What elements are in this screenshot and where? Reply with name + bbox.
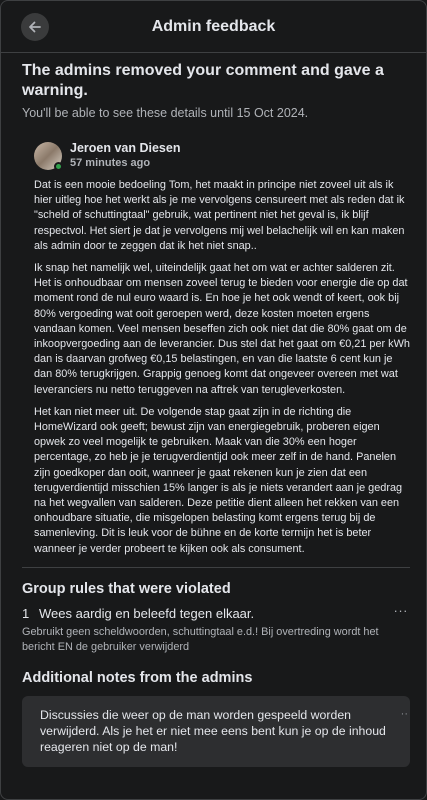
warning-title: The admins removed your comment and gave a warning.: [22, 62, 384, 99]
avatar[interactable]: [34, 142, 62, 170]
warning-subtitle: You'll be able to see these details until 15 Oct 2024.: [22, 106, 309, 120]
rule-description: Gebruikt geen scheldwoorden, schuttingtaal e.d.! Bij overtreding wordt het bericht EN de gebruiker verwijderd: [22, 625, 379, 653]
notes-more-icon[interactable]: ··: [400, 707, 408, 720]
rule-number: 1: [22, 605, 30, 621]
notes-section-title: Additional notes from the admins: [22, 669, 253, 686]
dialog-content: [22, 61, 410, 767]
dialog-header: [1, 1, 426, 53]
comment-author-row: [34, 141, 410, 170]
back-button[interactable]: [21, 13, 49, 41]
rules-section-title: Group rules that were violated: [22, 580, 231, 597]
admin-notes-text: Discussies die weer op de man worden gespeeld worden verwijderd. Als je het er niet mee eens bent kun je op de inhoud reageren niet op de man!: [40, 707, 386, 754]
comment-paragraph: Dat is een mooie bedoeling Tom, het maakt in principe niet zoveel uit als ik hier uitleg hoe het werkt als je me vervolgens censureert met als reden dat ik "scheld of schuttingtaal" gebruik, wat pertinent niet het geval is, ik blijf respectvol. Het siert je dat je vervolgens mij wel belachelijk wil en kan maken als admin door te zeggen dat ik het niet snap..: [34, 179, 405, 252]
author-meta: [70, 141, 180, 170]
admin-notes-section: [22, 670, 410, 767]
rule-name: Wees aardig en beleefd tegen elkaar.: [39, 605, 255, 621]
comment-body: [34, 178, 410, 557]
comment-timestamp[interactable]: 57 minutes ago: [70, 157, 151, 169]
removed-comment: [22, 141, 410, 557]
arrow-left-icon: [28, 20, 42, 34]
rule-item: [22, 602, 410, 655]
admin-notes-box: [22, 696, 410, 767]
comment-paragraph: Het kan niet meer uit. De volgende stap gaat zijn in de richting die HomeWizard ook geeft; bewust zijn van energiegebruik, proberen eigen opwek zo veel mogelijk te gebruiken. Maak van die 30% een hoger percentage, zo heb je je terugverdientijd ook meer zelf in de hand. Panelen zijn goedkoper dan ooit, wanneer je gaat rekenen kun je zien dat een terugverdientijd misschien 15% langer is als je niets verandert aan je gedrag na het wegvallen van salderen. Deze petitie dient alleen het rekken van een onhoudbare situatie, die misgelopen belasting komt ergens terug bij de samenleving. Dit is leuk voor de bühne en de korte termijn het is beter wanneer je verder probeert te kijken ook als consument.: [34, 405, 403, 555]
online-status-dot: [54, 162, 63, 171]
rule-head: [22, 602, 410, 622]
dialog-title: Admin feedback: [151, 17, 276, 35]
rule-more-icon[interactable]: ···: [393, 602, 408, 618]
violated-rules-section: [22, 581, 410, 655]
section-divider: [22, 567, 410, 568]
comment-author-name[interactable]: Jeroen van Diesen: [70, 141, 181, 155]
comment-paragraph: Ik snap het namelijk wel, uiteindelijk gaat het om wat er achter salderen zit. Het is onhoudbaar om mensen zoveel terug te bieden voor energie die op dat moment rond de nul euro waard is. En hoe je het ook wendt of keert, ook bij 80% vergoeding wat ooit geroepen werd, deze kosten moeten ergens vandaan komen. Veel mensen beseffen zich ook niet dat die 80% gaat om de inkoopvergoeding aan de leverancier. Dus stel dat het gaat om €0,21 per kWh dan is daarvan grofweg €0,15 belastingen, en van die laatste 6 cent kun je dan 80% terugkrijgen. Grappig genoeg komt dat ongeveer overeen met wat leveranciers nu netto teruggeven na aftrek van terugleverkosten.: [34, 262, 410, 396]
